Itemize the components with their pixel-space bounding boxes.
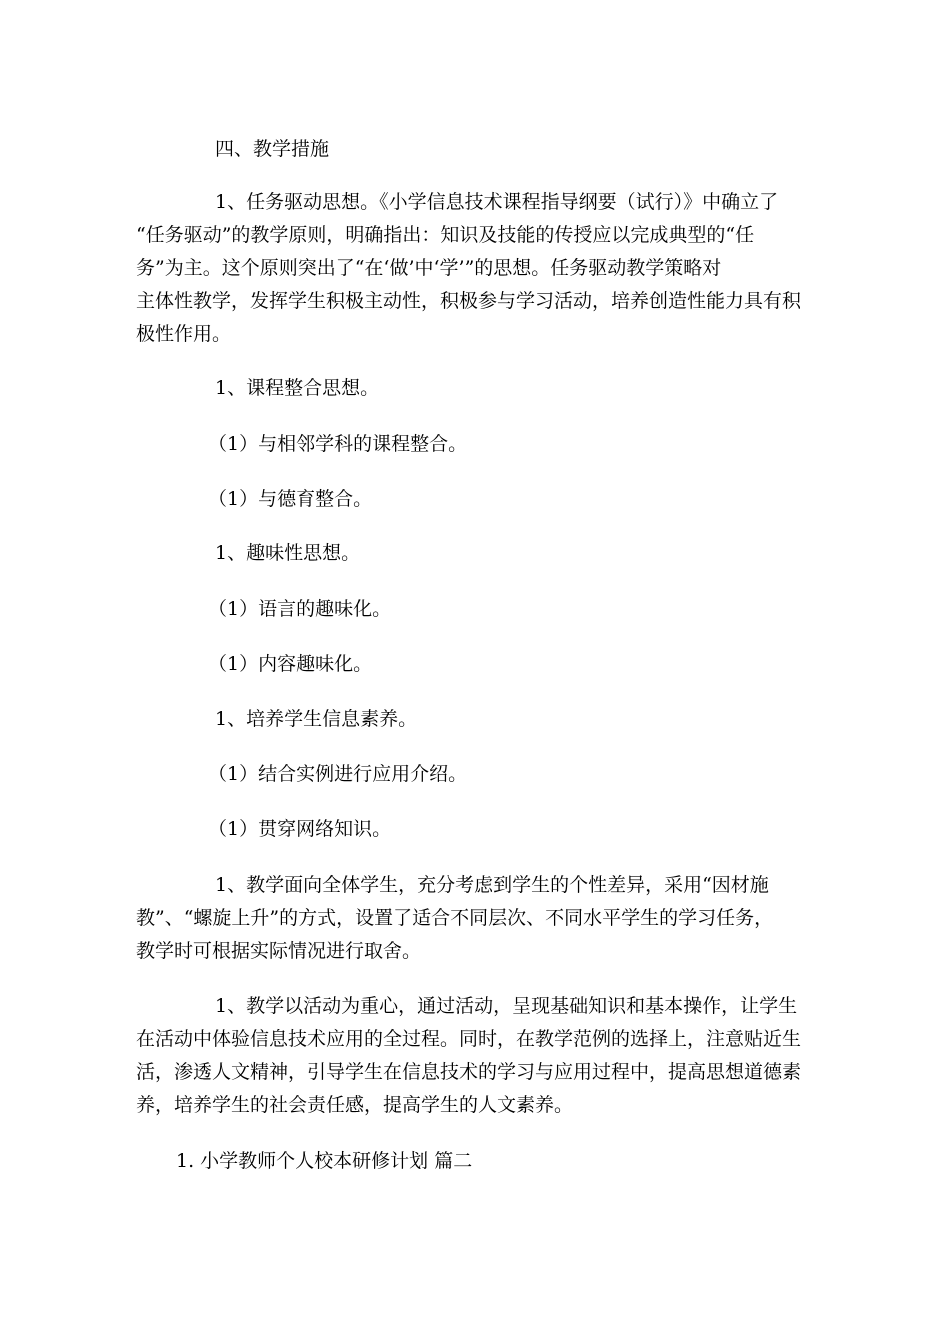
paragraph-activities <box>136 990 816 1122</box>
paragraph-line: 教学时可根据实际情况进行取舍。 <box>136 940 422 962</box>
item-interest: 1、趣味性思想。 <box>215 542 361 564</box>
item-interest-sub2: （1）内容趣味化。 <box>208 653 373 675</box>
paragraph-task-driven <box>136 186 816 351</box>
paragraph-line: 活，渗透人文精神，引导学生在信息技术的学习与应用过程中，提高思想道德素 <box>136 1061 802 1083</box>
paragraph-line: 极性作用。 <box>136 323 232 345</box>
item-literacy-sub2: （1）贯穿网络知识。 <box>208 818 392 840</box>
paragraph-line: 1、任务驱动思想。《小学信息技术课程指导纲要（试行）》中确立了 <box>215 191 779 213</box>
item-literacy: 1、培养学生信息素养。 <box>215 708 418 730</box>
paragraph-all-students <box>136 869 816 968</box>
paragraph-line: “任务驱动”的教学原则，明确指出：知识及技能的传授应以完成典型的“任 <box>136 224 755 246</box>
item-literacy-sub1: （1）结合实例进行应用介绍。 <box>208 763 468 785</box>
paragraph-line: 在活动中体验信息技术应用的全过程。同时，在教学范例的选择上，注意贴近生 <box>136 1028 802 1050</box>
paragraph-line: 主体性教学，发挥学生积极主动性，积极参与学习活动，培养创造性能力具有积 <box>136 290 802 312</box>
next-section-title: 1. 小学教师个人校本研修计划 篇二 <box>176 1150 473 1172</box>
item-interest-sub1: （1）语言的趣味化。 <box>208 598 392 620</box>
paragraph-line: 务”为主。这个原则突出了“在‘做’中‘学’”的思想。任务驱动教学策略对 <box>136 257 722 279</box>
section-heading: 四、教学措施 <box>215 138 330 160</box>
paragraph-line: 教”、“螺旋上升”的方式，设置了适合不同层次、不同水平学生的学习任务， <box>136 907 774 929</box>
item-curriculum: 1、课程整合思想。 <box>215 377 380 399</box>
item-curriculum-sub1: （1）与相邻学科的课程整合。 <box>208 433 468 455</box>
paragraph-line: 1、教学面向全体学生，充分考虑到学生的个性差异，采用“因材施 <box>215 874 769 896</box>
item-curriculum-sub2: （1）与德育整合。 <box>208 488 373 510</box>
paragraph-line: 1、教学以活动为重心，通过活动，呈现基础知识和基本操作，让学生 <box>215 995 798 1017</box>
paragraph-line: 养，培养学生的社会责任感，提高学生的人文素养。 <box>136 1094 574 1116</box>
